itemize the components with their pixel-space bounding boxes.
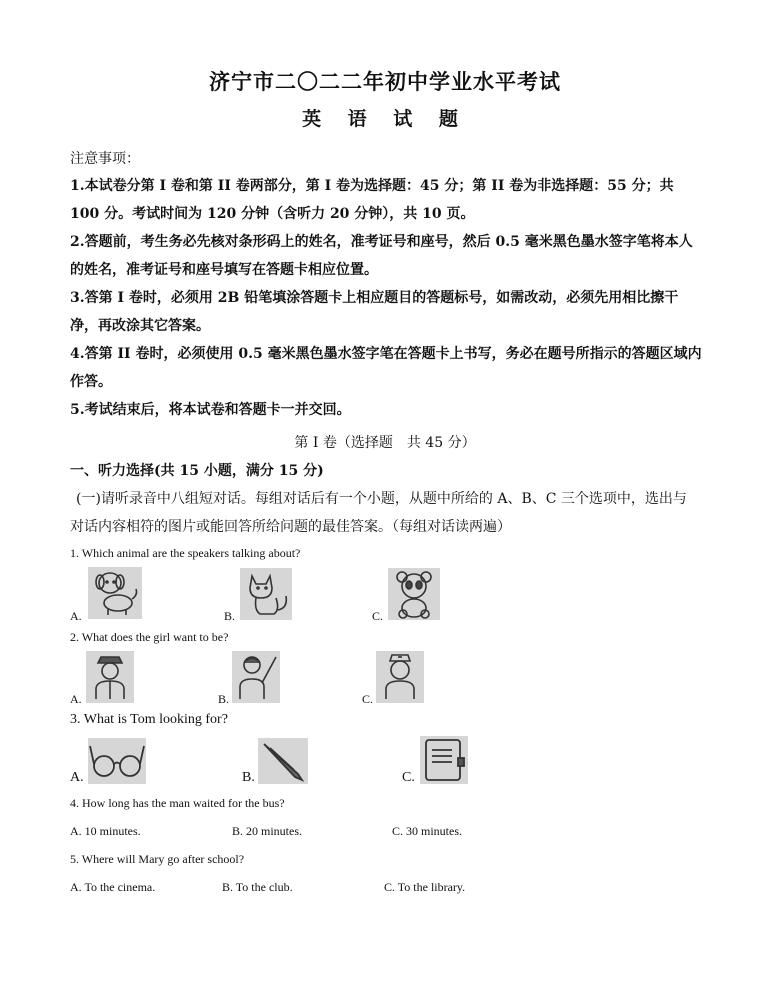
option-label: A. xyxy=(70,770,84,785)
nurse-icon xyxy=(376,651,424,703)
note-item: 3.答第 I 卷时，必须用 2B 铅笔填涂答题卡上相应题目的答题标号，如需改动，必须先用相比擦干净，再改涂其它答案。 xyxy=(70,290,679,334)
option-text: A. 10 minutes. xyxy=(70,824,141,838)
note-item: 4.答第 II 卷时，必须使用 0.5 毫米黑色墨水签字笔在答题卡上书写，务必在题号所指示的答题区域内作答。 xyxy=(70,346,702,390)
question-4: 4. How long has the man waited for the bus? xyxy=(70,796,285,810)
option-label: C. xyxy=(362,692,374,706)
police-officer-icon xyxy=(86,651,134,703)
option-label: C. xyxy=(372,609,384,623)
note-item: 5.考试结束后，将本试卷和答题卡一并交回。 xyxy=(70,402,351,418)
part-instruction: (一)请听录音中八组短对话。每组对话后有一个小题，从题中所给的 A、B、C 三个选项中，选出与对话内容相符的图片或能回答所给问题的最佳答案。（每组对话读两遍） xyxy=(70,491,687,535)
option-label: B. xyxy=(224,609,236,623)
option-label: A. xyxy=(70,609,82,623)
question-1: 1. Which animal are the speakers talking about? xyxy=(70,546,301,560)
note-item: 1.本试卷分第 I 卷和第 II 卷两部分，第 I 卷为选择题：45 分；第 II 卷为非选择题：55 分；共 100 分。考试时间为 120 分钟（含听力 20 分钟），共 10 页。 xyxy=(70,178,674,222)
cat-icon xyxy=(240,568,292,620)
teacher-icon xyxy=(232,651,280,703)
option-text: B. 20 minutes. xyxy=(232,824,303,838)
notebook-icon xyxy=(420,736,468,784)
option-label: B. xyxy=(218,692,230,706)
part-heading: 一、听力选择(共 15 小题，满分 15 分) xyxy=(70,463,324,479)
question-5: 5. Where will Mary go after school? xyxy=(70,852,245,866)
glasses-icon xyxy=(88,738,146,784)
notes-heading: 注意事项： xyxy=(70,151,140,167)
question-3: 3. What is Tom looking for? xyxy=(70,712,228,727)
dog-icon xyxy=(88,567,142,619)
option-text: C. 30 minutes. xyxy=(392,824,463,838)
option-text: B. To the club. xyxy=(222,880,293,894)
question-2: 2. What does the girl want to be? xyxy=(70,630,229,644)
exam-title: 济宁市二〇二二年初中学业水平考试 xyxy=(209,69,561,94)
option-text: C. To the library. xyxy=(384,880,466,894)
pen-icon xyxy=(258,738,308,784)
option-text: A. To the cinema. xyxy=(70,880,156,894)
option-label: B. xyxy=(242,770,255,785)
note-item: 2.答题前，考生务必先核对条形码上的姓名，准考证号和座号，然后 0.5 毫米黑色墨水签字笔将本人的姓名，准考证号和座号填写在答题卡相应位置。 xyxy=(70,234,693,278)
option-label: A. xyxy=(70,692,82,706)
panda-icon xyxy=(388,568,440,620)
option-label: C. xyxy=(402,770,415,785)
section-heading: 第 I 卷（选择题 共 45 分） xyxy=(294,435,476,451)
exam-subtitle: 英 语 试 题 xyxy=(302,108,468,130)
